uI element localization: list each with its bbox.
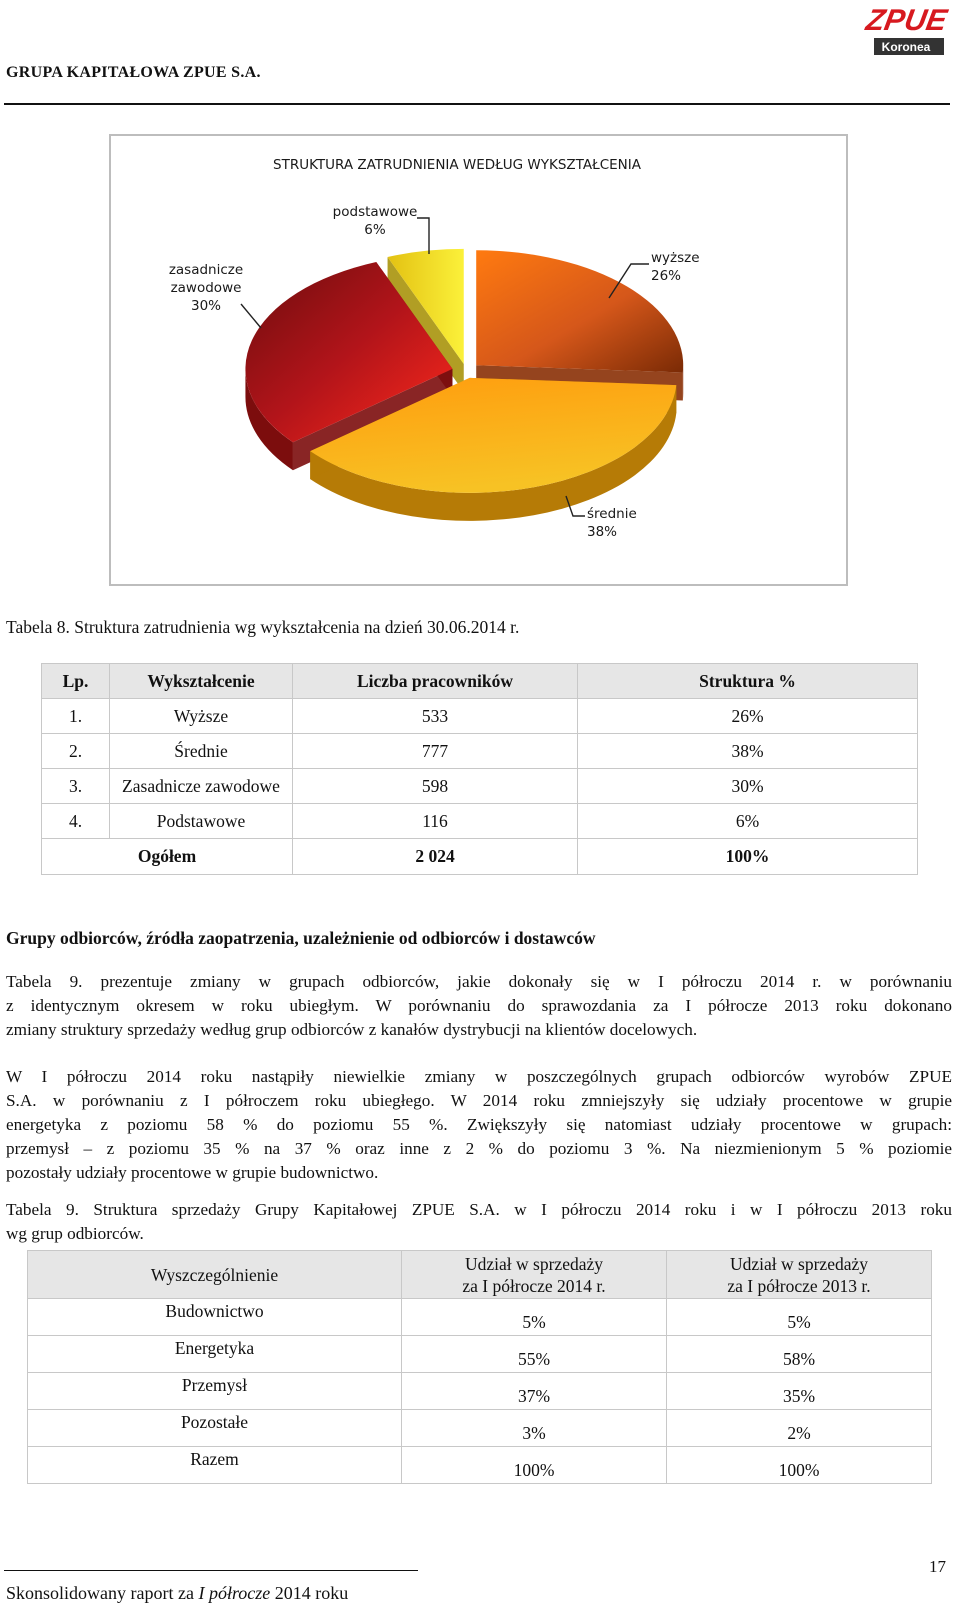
cell-count: 533: [293, 699, 578, 734]
footer-suffix: 2014 roku: [270, 1583, 349, 1603]
cell-share-2013: 100%: [667, 1447, 932, 1484]
cell-count: 777: [293, 734, 578, 769]
cell-group: Budownictwo: [28, 1299, 402, 1336]
cell-lp: 3.: [42, 769, 110, 804]
slice-label-zasadnicze-zawodowe: [169, 262, 261, 328]
header-lp: Lp.: [42, 664, 110, 699]
leader-line: [417, 218, 429, 254]
logo-subtext: Koronea: [881, 40, 931, 54]
table-total-row: [28, 1447, 932, 1484]
text-line: S.A. w porównaniu z I półroczem roku ubiegłego. W 2014 roku zmniejszyły się udziały procentowe w grupie: [6, 1091, 952, 1110]
text-line: Tabela 9. Struktura sprzedaży Grupy Kapitałowej ZPUE S.A. w I półroczu 2014 roku i w I półroczu 2013 roku: [6, 1200, 952, 1219]
table9-caption: [6, 1198, 952, 1246]
table-row: [28, 1336, 932, 1373]
text-line: z identycznym okresem w roku ubiegłym. W porównaniu do sprawozdania za I półrocze 2013 roku dokonano: [6, 996, 952, 1015]
cell-share-2013: 2%: [667, 1410, 932, 1447]
cell-total-percent: 100%: [578, 839, 918, 875]
cell-share-2014: 100%: [402, 1447, 667, 1484]
cell-lp: 4.: [42, 804, 110, 839]
paragraph-sales-changes: [6, 1065, 952, 1185]
slice-label-podstawowe: [333, 204, 429, 254]
slice-percent: 6%: [364, 222, 386, 238]
cell-education: Podstawowe: [110, 804, 293, 839]
page-number: 17: [929, 1557, 946, 1576]
text-line: pozostały udziały procentowe w grupie budownictwo.: [6, 1163, 379, 1182]
cell-percent: 26%: [578, 699, 918, 734]
cell-lp: 1.: [42, 699, 110, 734]
header-line: Udział w sprzedaży: [730, 1253, 868, 1274]
header-education: Wykształcenie: [110, 664, 293, 699]
slice-percent: 30%: [190, 298, 222, 314]
text-line: Tabela 9. prezentuje zmiany w grupach odbiorców, jakie dokonały się w I półroczu 2014 r. w porównaniu: [6, 972, 952, 991]
cell-share-2014: 37%: [402, 1373, 667, 1410]
cell-lp: 2.: [42, 734, 110, 769]
slice-name: podstawowe: [332, 204, 418, 220]
header-line: za I półrocze 2013 r.: [727, 1275, 871, 1296]
text-line: zmiany struktury sprzedaży według grup odbiorców z kanałów dystrybucji na klientów docelowych.: [6, 1020, 698, 1039]
footer-rule: [4, 1570, 418, 1571]
cell-group: Przemysł: [28, 1373, 402, 1410]
footer-italic: I półrocze: [198, 1583, 271, 1603]
table-header-row: [42, 664, 918, 699]
header-share-2013: [667, 1251, 932, 1299]
text-line: wg grup odbiorców.: [6, 1224, 144, 1243]
chart-title: STRUKTURA ZATRUDNIENIA WEDŁUG WYKSZTAŁCENIA: [273, 157, 641, 173]
table-row: [42, 804, 918, 839]
cell-share-2014: 5%: [402, 1299, 667, 1336]
cell-total-count: 2 024: [293, 839, 578, 875]
leader-line: [241, 304, 261, 328]
slice-name: zasadnicze: [168, 262, 244, 278]
slice-percent: 38%: [587, 524, 618, 540]
cell-group: Pozostałe: [28, 1410, 402, 1447]
cell-share-2014: 55%: [402, 1336, 667, 1373]
sales-structure-table: [27, 1250, 932, 1484]
cell-share-2013: 5%: [667, 1299, 932, 1336]
table-row: [28, 1373, 932, 1410]
footer-report-name: [6, 1583, 348, 1604]
text-line: przemysł – z poziomu 35 % na 37 % oraz inne z 2 % do poziomu 3 %. Na niezmienionym 5 % poziomie: [6, 1139, 952, 1158]
header-item: Wyszczególnienie: [28, 1251, 402, 1299]
cell-percent: 6%: [578, 804, 918, 839]
footer-prefix: Skonsolidowany raport za: [6, 1583, 199, 1603]
header-share-2014: [402, 1251, 667, 1299]
section-heading: Grupy odbiorców, źródła zaopatrzenia, uzależnienie od odbiorców i dostawców: [6, 928, 596, 948]
cell-total-label: Ogółem: [42, 839, 293, 875]
employment-structure-table: [41, 663, 918, 875]
logo-wordmark: ZPUE: [863, 4, 950, 37]
cell-percent: 38%: [578, 734, 918, 769]
table8-caption: Tabela 8. Struktura zatrudnienia wg wykształcenia na dzień 30.06.2014 r.: [6, 617, 520, 637]
pie-chart-frame: [109, 134, 848, 586]
slice-percent: 26%: [651, 268, 682, 284]
header-employee-count: Liczba pracowników: [293, 664, 578, 699]
text-line: W I półroczu 2014 roku nastąpiły niewielkie zmiany w poszczególnych grupach odbiorców wyrobów ZPUE: [6, 1067, 952, 1086]
header-line: za I półrocze 2014 r.: [462, 1275, 606, 1296]
header-line: Udział w sprzedaży: [465, 1253, 603, 1274]
header-structure: Struktura %: [578, 664, 918, 699]
table-row: [42, 699, 918, 734]
cell-education: Zasadnicze zawodowe: [110, 769, 293, 804]
pie-slices: [245, 249, 683, 521]
slice-name: zawodowe: [170, 280, 242, 296]
table-row: [42, 734, 918, 769]
cell-education: Średnie: [110, 734, 293, 769]
slice-name: wyższe: [651, 250, 700, 266]
table-row: [42, 769, 918, 804]
zpue-logo: [863, 0, 950, 58]
table-row: [28, 1299, 932, 1336]
cell-group: Razem: [28, 1447, 402, 1484]
slice-name: średnie: [587, 506, 637, 522]
table-total-row: [42, 839, 918, 875]
cell-count: 116: [293, 804, 578, 839]
cell-share-2014: 3%: [402, 1410, 667, 1447]
table-header-row: [28, 1251, 932, 1299]
cell-percent: 30%: [578, 769, 918, 804]
table-row: [28, 1410, 932, 1447]
cell-education: Wyższe: [110, 699, 293, 734]
text-line: energetyka z poziomu 58 % do poziomu 55 %. Zwiększyły się natomiast udziały procentowe w grupach:: [6, 1115, 952, 1134]
pie-chart: [111, 136, 846, 584]
cell-share-2013: 58%: [667, 1336, 932, 1373]
company-name: GRUPA KAPITAŁOWA ZPUE S.A.: [6, 64, 261, 81]
cell-share-2013: 35%: [667, 1373, 932, 1410]
header-rule: [4, 103, 950, 105]
paragraph-customer-groups: [6, 970, 952, 1042]
cell-group: Energetyka: [28, 1336, 402, 1373]
cell-count: 598: [293, 769, 578, 804]
